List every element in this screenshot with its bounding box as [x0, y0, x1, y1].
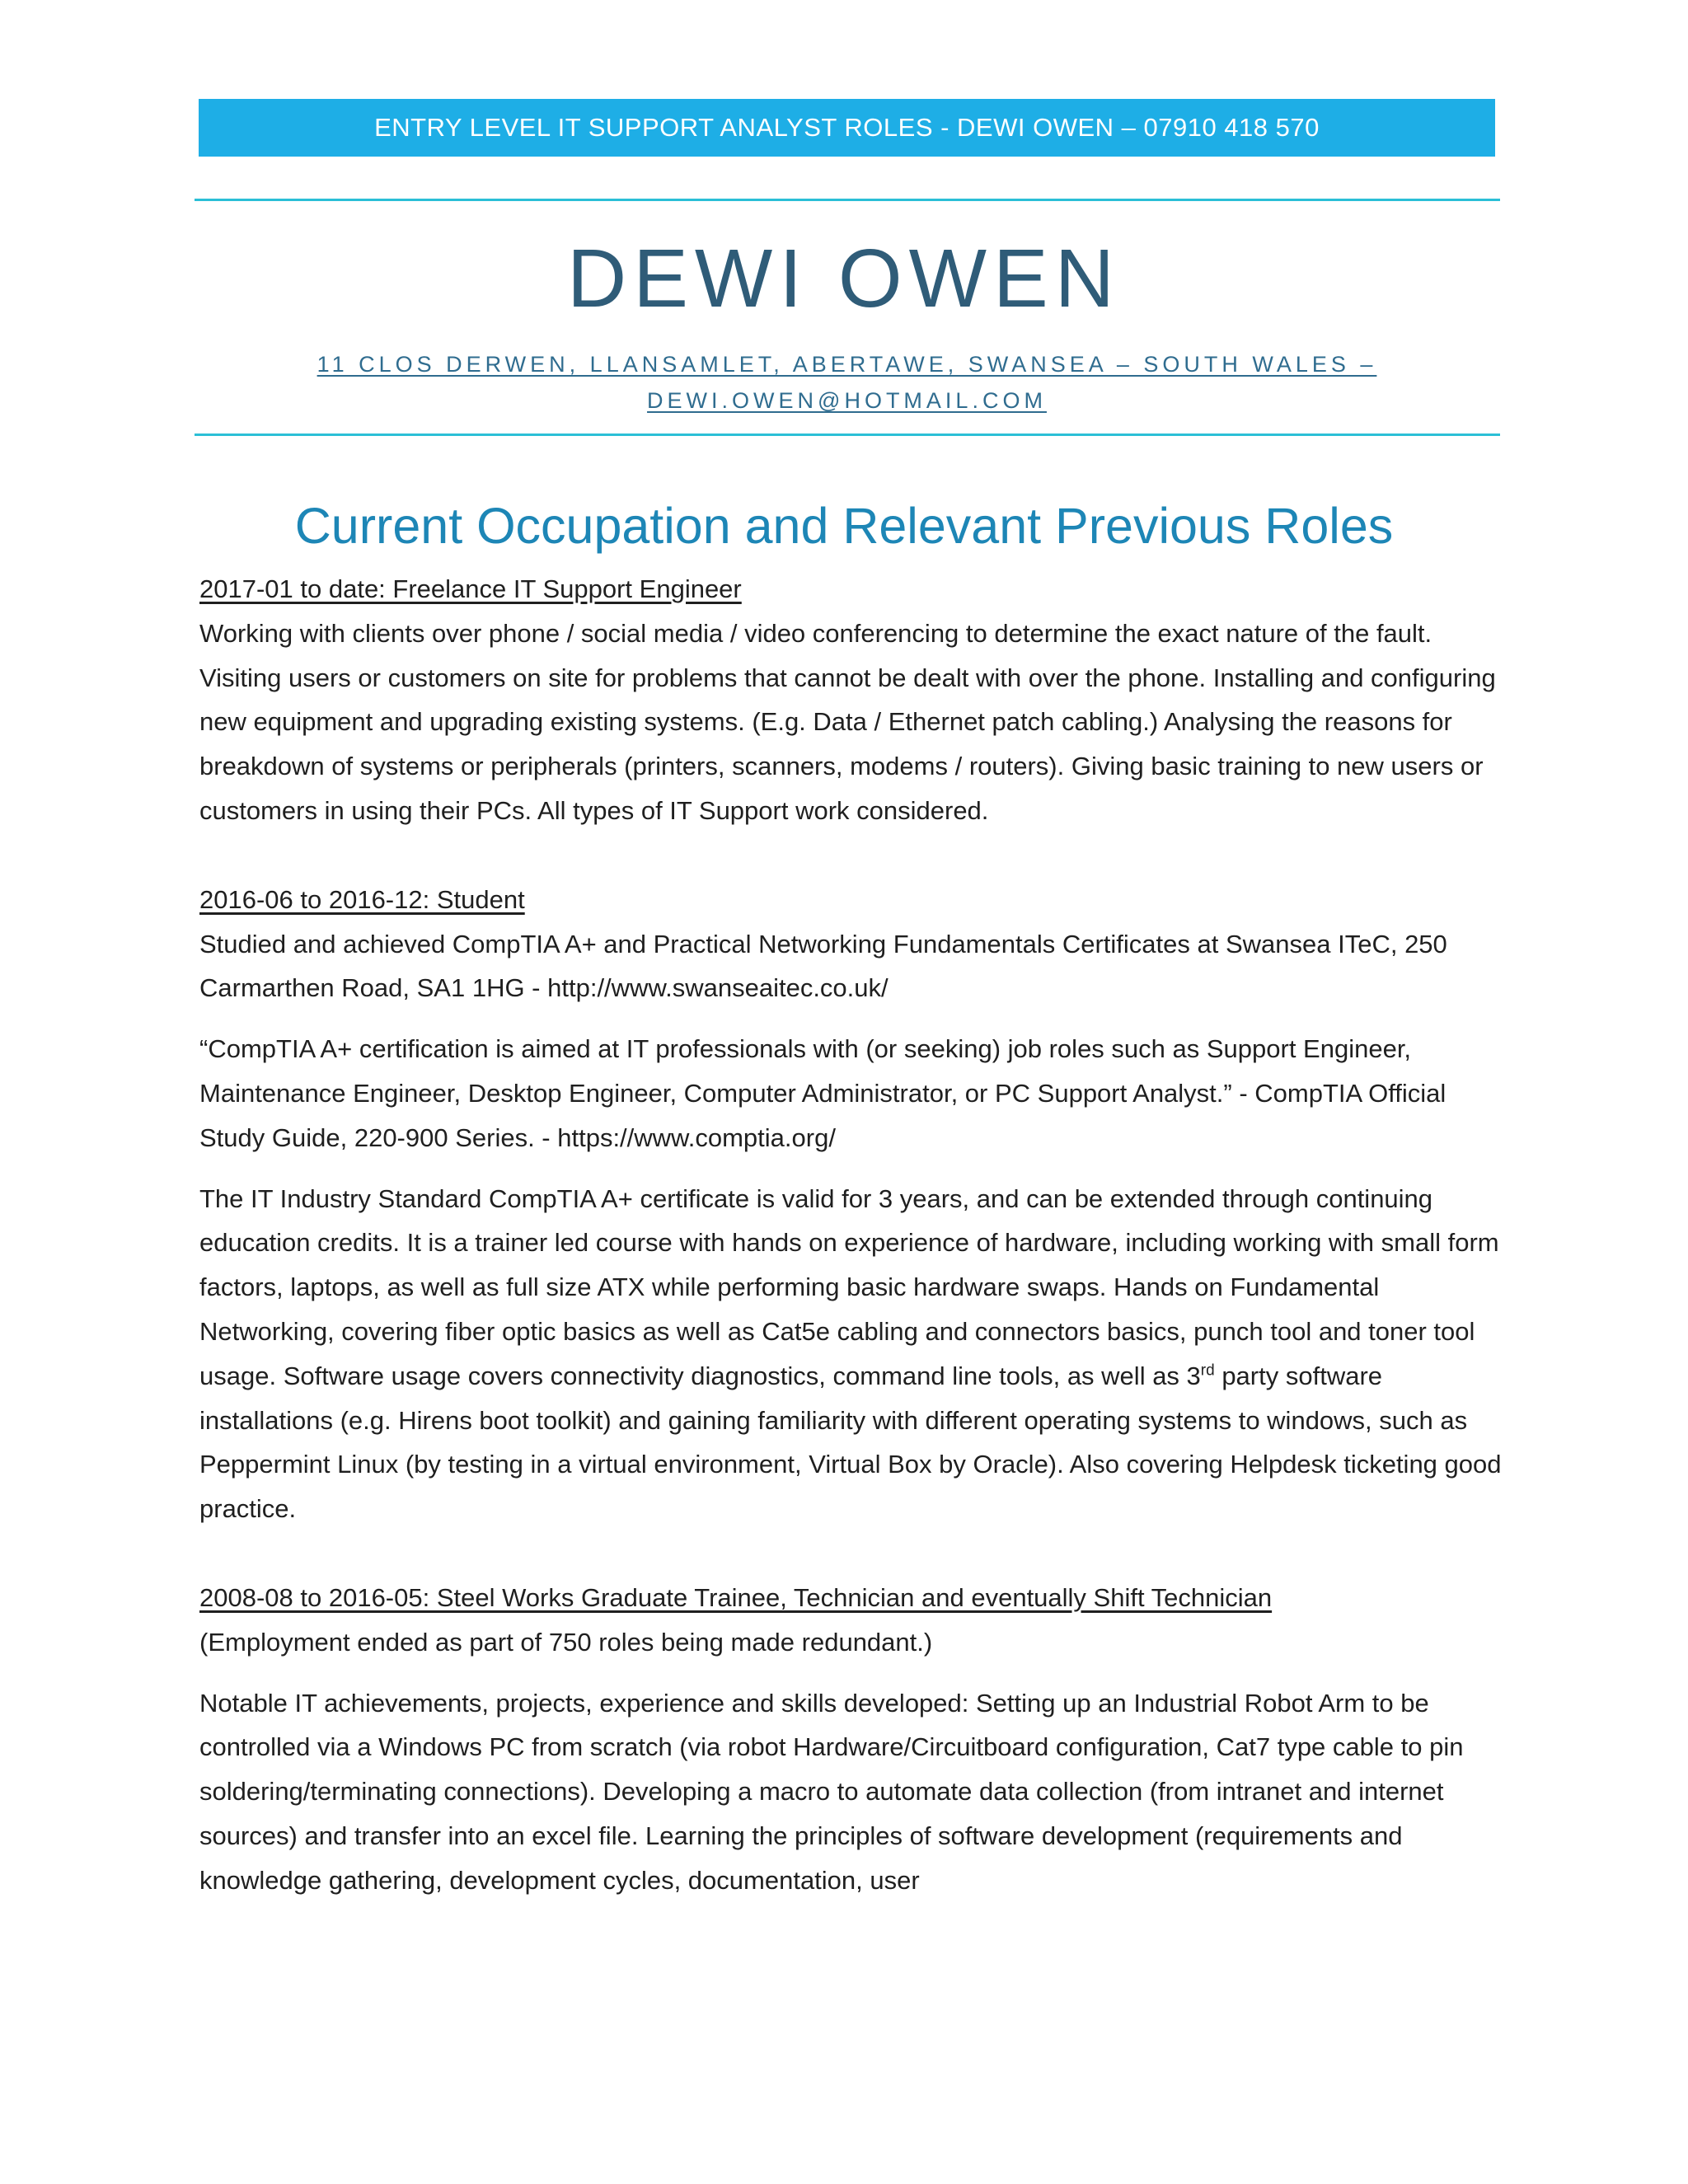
spacer	[199, 1160, 1502, 1177]
roles-content	[199, 567, 1502, 1903]
candidate-name: DEWI OWEN	[567, 232, 1121, 325]
role-description-student: Studied and achieved CompTIA A+ and Practical Networking Fundamentals Certificates at Swansea ITeC, 250 Carmarthen Road, SA1 1HG - http://www.swanseaitec.co.uk/	[199, 929, 1447, 1003]
comptia-quote: “CompTIA A+ certification is aimed at IT professionals with (or seeking) job roles such as Support Engineer, Maintenance Engineer, Desktop Engineer, Computer Administrator, or PC Support Analyst.” - CompTIA Official Study Guide, 220-900 Series. - https://www.comptia.org/	[199, 1034, 1447, 1152]
comptia-description	[199, 1177, 1502, 1531]
contact-address	[199, 346, 1495, 419]
role-title-freelance: 2017-01 to date: Freelance IT Support Engineer	[199, 574, 742, 603]
spacer	[199, 1665, 1502, 1681]
spacer	[199, 833, 1502, 878]
section-heading: Current Occupation and Relevant Previous Roles	[294, 498, 1394, 554]
role-title-steel-works: 2008-08 to 2016-05: Steel Works Graduate Trainee, Technician and eventually Shift Technician	[199, 1582, 1273, 1612]
spacer	[199, 1531, 1502, 1576]
role-description-steel-works: Notable IT achievements, projects, experience and skills developed: Setting up an Industrial Robot Arm to be controlled via a Windows PC from scratch (via robot Hardware/Circuitboard configuration, Cat7 type cable to pin soldering/terminating connections). Developing a macro to automate data collection (from intranet and internet sources) and transfer into an excel file. Learning the principles of software development (requirements and knowledge gathering, development cycles, documentation, user	[199, 1688, 1464, 1895]
spacer	[199, 1010, 1502, 1027]
role-title-student: 2016-06 to 2016-12: Student	[199, 884, 525, 914]
comptia-text-part2: party software installations (e.g. Hirens boot toolkit) and gaining familiarity with different operating systems to windows, such as Peppermint Linux (by testing in a virtual environment, Virtual Box by Oracle). Also covering Helpdesk ticketing good practice.	[199, 1361, 1502, 1524]
email-link[interactable]: DEWI.OWEN@HOTMAIL.COM	[647, 388, 1047, 413]
top-divider	[195, 199, 1500, 201]
header-banner: ENTRY LEVEL IT SUPPORT ANALYST ROLES - DEWI OWEN – 07910 418 570	[199, 99, 1495, 157]
address-line: 11 CLOS DERWEN, LLANSAMLET, ABERTAWE, SWANSEA – SOUTH WALES –	[316, 352, 1377, 377]
bottom-divider	[195, 434, 1500, 436]
comptia-text-part1: The IT Industry Standard CompTIA A+ certificate is valid for 3 years, and can be extended through continuing education credits. It is a trainer led course with hands on experience of hardware, including working with small form factors, laptops, as well as full size ATX while performing basic hardware swaps. Hands on Fundamental Networking, covering fiber optic basics as well as Cat5e cabling and connectors basics, punch tool and toner tool usage. Software usage covers connectivity diagnostics, command line tools, as well as 3	[199, 1183, 1499, 1390]
role-description-freelance: Working with clients over phone / social media / video conferencing to determine the exact nature of the fault. Visiting users or customers on site for problems that cannot be dealt with over the phone. Installing and configuring new equipment and upgrading existing systems. (E.g. Data / Ethernet patch cabling.) Analysing the reasons for breakdown of systems or peripherals (printers, scanners, modems / routers). Giving basic training to new users or customers in using their PCs. All types of IT Support work considered.	[199, 618, 1496, 825]
ordinal-suffix: rd	[1200, 1361, 1215, 1380]
employment-note: (Employment ended as part of 750 roles being made redundant.)	[199, 1627, 933, 1657]
